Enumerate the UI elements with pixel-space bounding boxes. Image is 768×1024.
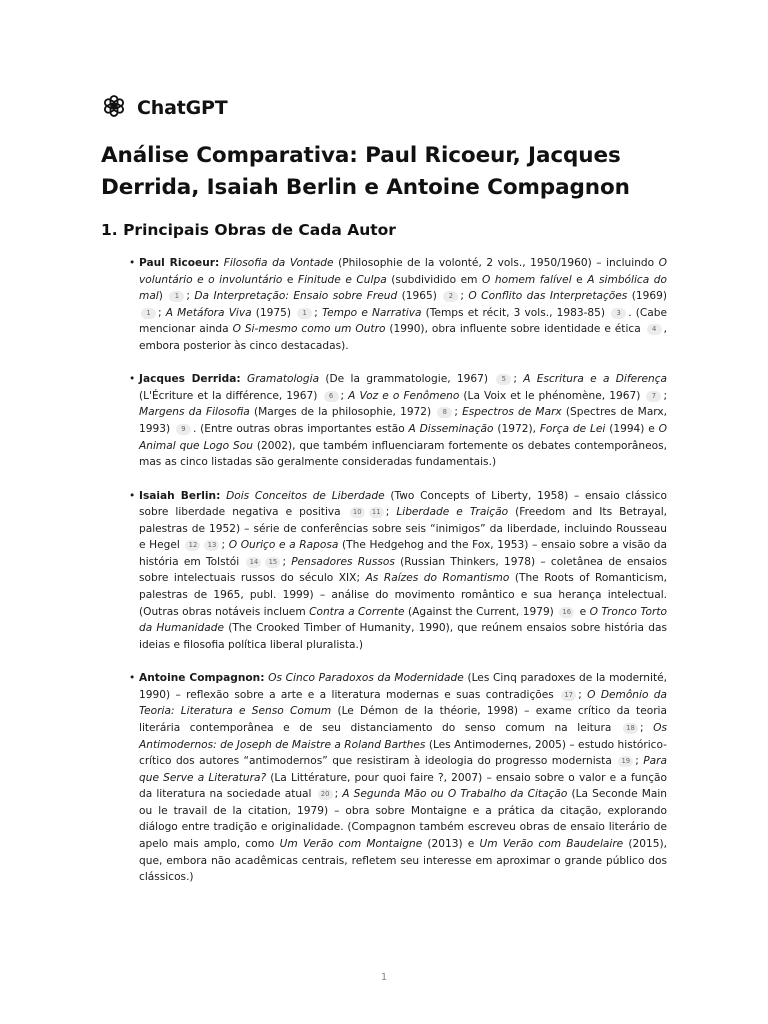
author-entry-compagnon [139,670,667,886]
author-works-text: Dois Conceitos de Liberdade (Two Concepts of Liberty, 1958) – ensaio clássico sobre liberdade negativa e positiva 10 11 ; Liberdade e Traição (Freedom and Its Betrayal, palestras de 1952) – série de conferências sobre seis “inimigos” da liberdade, incluindo Rousseau e Hegel 12 13 ; O Ouriço e a Raposa (The Hedgehog and the Fox, 1953) – ensaio sobre a visão da história em Tolstói 14 15 ; Pensadores Russos (Russian Thinkers, 1978) – coletânea de ensaios sobre intelectuais russos do século XIX; As Raízes do Romantismo (The Roots of Romanticism, palestras de 1965, publ. 1999) – análise do movimento romântico e sua herança intelectual. (Outras obras notáveis incluem Contra a Corrente (Against the Current, 1979) 16 e O Tronco Torto da Humanidade (The Crooked Timber of Humanity, 1990), que reúnem ensaios sobre história das ideias e filosofia política liberal pluralista.) [139,489,668,651]
work-title: Contra a Corrente [309,605,405,618]
work-title: As Raízes do Romantismo [365,572,510,585]
work-title: A Escritura e a Diferença [523,373,668,386]
work-title: Da Interpretação: Ensaio sobre Freud [194,290,398,303]
work-title: Espectros de Marx [462,406,562,419]
work-title: Um Verão com Montaigne [279,838,423,851]
work-title: Margens da Filosofia [139,406,250,419]
work-title: O Tronco Torto da Humanidade [139,605,667,635]
citation-badge[interactable]: 12 [185,540,200,551]
work-title: Pensadores Russos [291,555,395,568]
citation-badge[interactable]: 3 [611,308,626,319]
citation-badge[interactable]: 1 [141,308,156,319]
work-title: O Animal que Logo Sou [139,423,667,452]
author-works-text: Filosofia da Vontade (Philosophie de la volonté, 2 vols., 1950/1960) – incluindo O voluntário e o involuntário e Finitude e Culpa (subdividido em O homem falível e A simbólica do mal) 1 ; Da Interpretação: Ensaio sobre Freud (1965) 2 ; O Conflito das Interpretações (1969) 1 ; A Metáfora Viva (1975) 1 ; Tempo e Narrativa (Temps et récit, 3 vols., 1983-85) 3 . (Cabe mencionar ainda O Si-mesmo como um Outro (1990), obra influente sobre identidade e ética 4 , embora posterior às cinco destacadas). [139,257,668,352]
citation-badge[interactable]: 1 [169,291,184,302]
work-title: Filosofia da Vontade [223,257,334,269]
openai-logo-icon [101,93,127,123]
work-title: O Si-mesmo como um Outro [232,323,386,336]
brand-name: ChatGPT [137,97,228,119]
citation-badge[interactable]: 17 [561,690,576,701]
citation-badge[interactable]: 14 [246,557,261,568]
work-title: O Demônio da Teoria: Literatura e Senso Comum [139,688,668,718]
citation-badge[interactable]: 10 [350,507,365,518]
citation-badge[interactable]: 2 [443,291,458,302]
author-works-list [139,255,667,903]
work-title: Os Antimodernos: de Joseph de Maistre a Roland Barthes [139,721,667,751]
citation-badge[interactable]: 13 [204,540,219,551]
author-name: Antoine Compagnon: [139,672,265,685]
work-title: Os Cinco Paradoxos da Modernidade [268,672,464,685]
work-title: Gramatologia [246,373,320,386]
citation-badge[interactable]: 8 [437,407,452,418]
document-title: Análise Comparativa: Paul Ricoeur, Jacques Derrida, Isaiah Berlin e Antoine Compagnon [101,143,630,200]
work-title: A Voz e o Fenômeno [348,389,460,402]
author-entry-ricoeur [139,255,667,355]
work-title: Força de Lei [539,423,606,436]
citation-badge[interactable]: 6 [324,391,339,402]
author-name: Isaiah Berlin: [139,489,221,502]
citation-badge[interactable]: 19 [618,756,633,767]
work-title: A Disseminação [408,423,494,436]
author-name: Jacques Derrida: [139,373,241,386]
author-works-text: Os Cinco Paradoxos da Modernidade (Les Cinq paradoxes de la modernité, 1990) – reflexão sobre a arte e a literatura modernas e suas contradições 17 ; O Demônio da Teoria: Literatura e Senso Comum (Le Démon de la théorie, 1998) – exame crítico da teoria literária contemporânea e de seu distanciamento do senso comum na leitura 18 ; Os Antimodernos: de Joseph de Maistre a Roland Barthes (Les Antimodernes, 2005) – estudo histórico-crítico dos autores “antimodernos” que resistiram à ideologia do progresso modernista 19 ; Para que Serve a Literatura? (La Littérature, pour quoi faire ?, 2007) – ensaio sobre o valor e a função da literatura na sociedade atual 20 ; A Segunda Mão ou O Trabalho da Citação (La Seconde Main ou le travail de la citation, 1979) – obra sobre Montaigne e a prática da citação, explorando diálogo entre tradição e originalidade. (Compagnon também escreveu obras de ensaio literário de apelo mais amplo, como Um Verão com Montaigne (2013) e Um Verão com Baudelaire (2015), que, embora não acadêmicas centrais, refletem seu interesse em aproximar o grande público dos clássicos.) [139,672,668,884]
work-title: O Conflito das Interpretações [468,290,628,303]
author-works-text: Gramatologia (De la grammatologie, 1967) 5 ; A Escritura e a Diferença (L'Écriture et la différence, 1967) 6 ; A Voz e o Fenômeno (La Voix et le phénomène, 1967) 7 ; Margens da Filosofia (Marges de la philosophie, 1972) 8 ; Espectros de Marx (Spectres de Marx, 1993) 9 . (Entre outras obras importantes estão A Disseminação (1972), Força de Lei (1994) e O Animal que Logo Sou (2002), que também influenciaram fortemente os debates contemporâneos, mas as cinco listadas são geralmente consideradas fundamentais.) [139,373,668,469]
work-title: O Ouriço e a Raposa [228,539,339,552]
citation-badge[interactable]: 20 [318,789,333,800]
citation-badge[interactable]: 7 [646,391,661,402]
author-name: Paul Ricoeur: [139,257,220,269]
work-title: O homem falível [482,273,572,286]
citation-badge[interactable]: 18 [623,723,638,734]
work-title: Um Verão com Baudelaire [479,838,624,851]
citation-badge[interactable]: 1 [297,308,312,319]
work-title: A Metáfora Viva [165,306,252,319]
page-number: 1 [380,972,388,983]
work-title: Tempo e Narrativa [321,306,422,319]
work-title: A Segunda Mão ou O Trabalho da Citação [342,788,568,801]
author-entry-berlin [139,488,667,654]
citation-badge[interactable]: 9 [176,424,191,435]
citation-badge[interactable]: 15 [265,557,280,568]
citation-badge[interactable]: 5 [496,374,511,385]
section-heading: 1. Principais Obras de Cada Autor [101,221,396,239]
work-title: Finitude e Culpa [298,273,387,286]
brand-header [101,94,227,122]
work-title: Liberdade e Traição [396,506,509,519]
citation-badge[interactable]: 4 [647,324,662,335]
citation-badge[interactable]: 11 [369,507,384,518]
work-title: A simbólica do mal [139,273,667,303]
work-title: Para que Serve a Literatura? [139,755,668,784]
author-entry-derrida [139,371,667,471]
citation-badge[interactable]: 16 [559,607,574,618]
work-title: Dois Conceitos de Liberdade [226,489,385,502]
work-title: O voluntário e o involuntário [139,257,667,286]
